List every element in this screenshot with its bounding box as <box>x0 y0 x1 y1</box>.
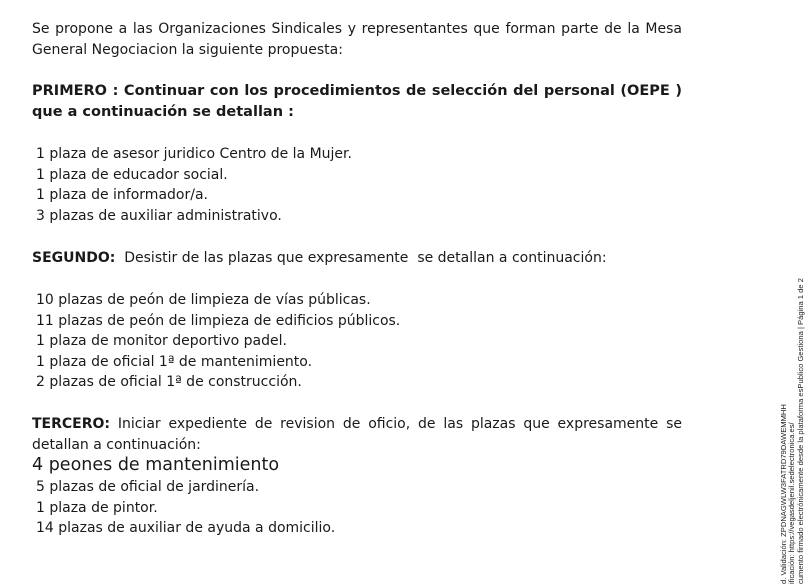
list-item: 1 plaza de pintor. <box>36 499 158 516</box>
verification-url: ificación: https://vegasdeljenil.sedelectronica.es/ <box>787 422 797 584</box>
list-item: 1 plaza de asesor juridico Centro de la Mujer. <box>36 146 352 162</box>
desist-list <box>36 290 676 393</box>
segundo-paragraph <box>32 248 682 269</box>
validation-sidebar <box>780 278 805 584</box>
list-item: 1 plaza de educador social. <box>36 166 228 183</box>
segundo-label: SEGUNDO: <box>32 250 116 266</box>
large-list-item: 4 peones de mantenimiento <box>32 455 280 475</box>
list-item: 3 plazas de auxiliar administrativo. <box>36 207 282 224</box>
tercero-text: Iniciar expediente de revision de oficio, de las plazas que expresamente se detallan a continuación: <box>32 416 682 453</box>
intro-paragraph: Se propone a las Organizaciones Sindicales y representantes que forman parte de la Mesa General Negociacion la siguiente propuesta: <box>32 21 682 58</box>
validation-code: d. Validación: ZPDNAGWLW3FATRD79DAWEMMHH <box>779 404 788 584</box>
list-item: 2 plazas de oficial 1ª de construcción. <box>36 374 302 391</box>
list-item: 1 plaza de informador/a. <box>36 187 208 204</box>
tercero-label: TERCERO: <box>32 416 111 432</box>
list-item: 11 plazas de peón de limpieza de edificios públicos. <box>36 312 401 329</box>
review-list <box>36 477 676 539</box>
primero-heading: PRIMERO : Continuar con los procedimientos de selección del personal (OEPE ) que a continuación se detallan : <box>32 83 682 120</box>
list-item: 5 plazas de oficial de jardinería. <box>36 479 260 495</box>
list-item: 10 plazas de peón de limpieza de vías públicas. <box>36 292 371 308</box>
selection-list <box>36 144 676 226</box>
segundo-text: Desistir de las plazas que expresamente se detallan a continuación: <box>115 250 607 266</box>
list-item: 1 plaza de monitor deportivo padel. <box>36 333 287 350</box>
list-item: 14 plazas de auxiliar de ayuda a domicilio. <box>36 520 336 537</box>
list-item: 1 plaza de oficial 1ª de mantenimiento. <box>36 353 313 370</box>
tercero-paragraph <box>32 414 682 456</box>
signature-note: cumento firmado electrónicamente desde la plataforma esPublico Gestiona | Página 1 de 2 <box>795 278 805 584</box>
